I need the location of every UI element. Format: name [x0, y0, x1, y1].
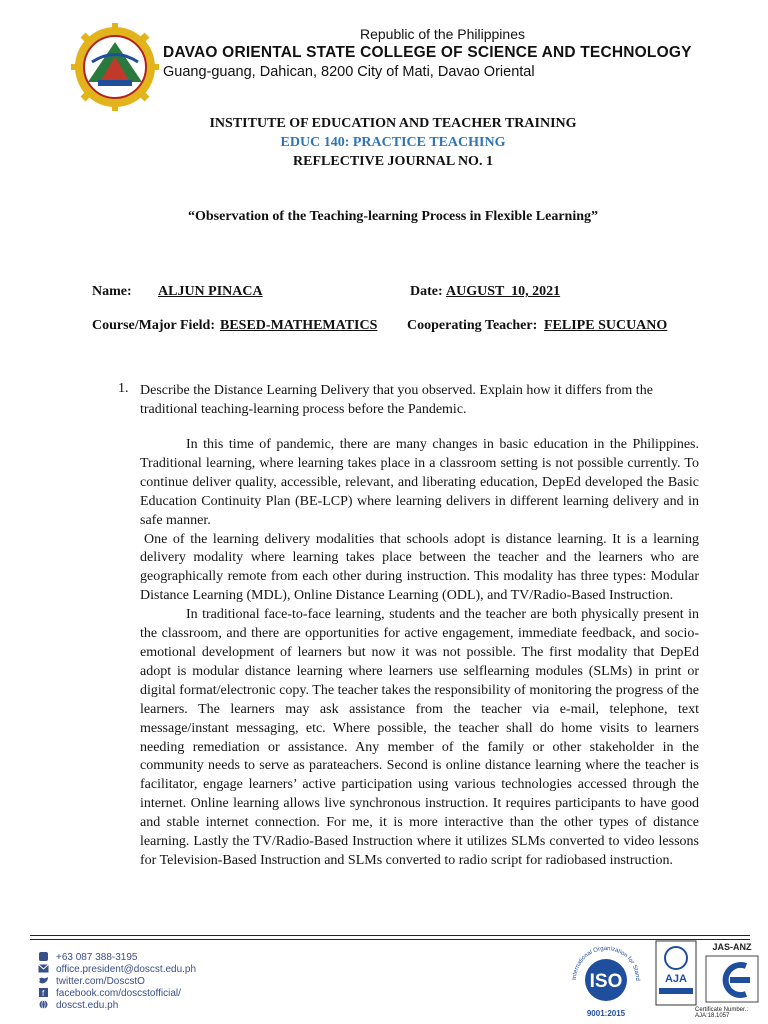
- answer-body: [140, 436, 699, 871]
- answer-paragraph-3: In traditional face-to-face learning, students and the teacher are both physically present in the classroom, and there are opportunities for active engagement, immediate feedback, and socio-emotional development of learners but now it was not possible. The first modality that DepEd adopt is modular distance learning where learners use selflearning modules (SLMs) in print or digital format/electronic copy. The teacher takes the responsibility of monitoring the progress of the learners. The learners may ask assistance from the teacher via e-mail, telephone, text message/instant messaging, etc. Where possible, the teacher shall do home visits to learners needing remediation or assistance. Any member of the family or other stakeholder in the community needs to serve as parateachers. Second is online distance learning where the teacher is facilitator, engage learners’ active participation using various technologies accessed through the internet. Online learning allows live synchronous instruction. It requires participants to have good and stable internet connection. For me, it is more interactive than the other types of distance learning. Lastly the TV/Radio-Based Instruction where it utilizes SLMs converted to video lessons for Television-Based Instruction and SLMs converted to radio script for radiobased instruction.: [140, 607, 699, 868]
- facebook-icon: [38, 988, 49, 997]
- teacher-value: FELIPE SUCUANO: [544, 318, 668, 333]
- college-address: Guang-guang, Dahican, 8200 City of Mati, Davao Oriental: [163, 64, 535, 80]
- iso-ring-text: International Organization for Stand: [571, 945, 641, 981]
- answer-paragraph-2: One of the learning delivery modalities that schools adopt is distance learning. It is a learning delivery modality where learning takes place between the teacher and the learners who are geographically remote from each other during instruction. This modality has three types: Modular Distance Learning (MDL), Online Distance Learning (ODL), and TV/Radio-Based Instruction.: [140, 531, 699, 604]
- contact-email[interactable]: [38, 964, 196, 975]
- aja-registrar-badge: [655, 940, 697, 1006]
- phone-icon: [38, 952, 49, 961]
- journal-title: REFLECTIVE JOURNAL NO. 1: [293, 154, 493, 169]
- contact-website-text: doscst.edu.ph: [56, 1000, 119, 1011]
- course-field-value: BESED-MATHEMATICS: [220, 318, 378, 333]
- iso-certification-badge: [568, 940, 644, 1018]
- contact-facebook[interactable]: [38, 988, 181, 999]
- certificate-number: Certificate Number.: AJA:18.1057: [695, 1007, 749, 1019]
- contact-twitter[interactable]: [38, 976, 145, 987]
- contact-facebook-text: facebook.com/doscstofficial/: [56, 988, 181, 999]
- college-name: DAVAO ORIENTAL STATE COLLEGE OF SCIENCE AND TECHNOLOGY: [163, 44, 692, 61]
- republic-heading: Republic of the Philippines: [360, 26, 525, 42]
- contact-twitter-text: twitter.com/DoscstO: [56, 976, 145, 987]
- contact-phone-text: +63 087 388-3195: [56, 952, 138, 963]
- aja-label: AJA: [664, 973, 688, 985]
- contact-website[interactable]: [38, 1000, 118, 1011]
- svg-text:f: f: [42, 989, 45, 997]
- twitter-icon: [38, 976, 49, 985]
- iso-label: ISO: [589, 971, 623, 992]
- contact-phone[interactable]: [38, 952, 137, 963]
- question-number: 1.: [118, 381, 129, 396]
- date-label: Date:: [410, 284, 443, 299]
- jas-anz-badge: [700, 940, 764, 1014]
- question-text: Describe the Distance Learning Delivery that you observed. Explain how it differs from the traditional teaching-learning process before the Pandemic.: [140, 383, 653, 417]
- institute-title: INSTITUTE OF EDUCATION AND TEACHER TRAINING: [209, 116, 577, 131]
- jas-label: JAS-ANZ: [712, 942, 752, 952]
- footer-divider: [30, 935, 750, 936]
- answer-paragraph-1: In this time of pandemic, there are many changes in basic education in the Philippines. Traditional learning, where learning takes place in a classroom setting is not possible currently. To continue deliver quality, accessible, relevant, and liberating education, DepEd developed the Basic Education Continuity Plan (BE-LCP) where learning delivers in different learning delivery and in safe manner.: [140, 437, 699, 528]
- name-label: Name:: [92, 284, 132, 299]
- teacher-label: Cooperating Teacher:: [407, 318, 538, 333]
- email-icon: [38, 964, 49, 973]
- course-title: EDUC 140: PRACTICE TEACHING: [280, 135, 506, 150]
- date-value: AUGUST 10, 2021: [446, 284, 561, 299]
- observation-title: “Observation of the Teaching-learning Process in Flexible Learning”: [187, 209, 599, 224]
- iso-number: 9001:2015: [586, 1009, 626, 1018]
- globe-icon: [38, 1000, 49, 1009]
- contact-email-text: office.president@doscst.edu.ph: [56, 964, 197, 975]
- course-field-label: Course/Major Field:: [92, 318, 215, 333]
- college-seal-logo: [70, 22, 160, 112]
- name-value: ALJUN PINACA: [158, 284, 263, 299]
